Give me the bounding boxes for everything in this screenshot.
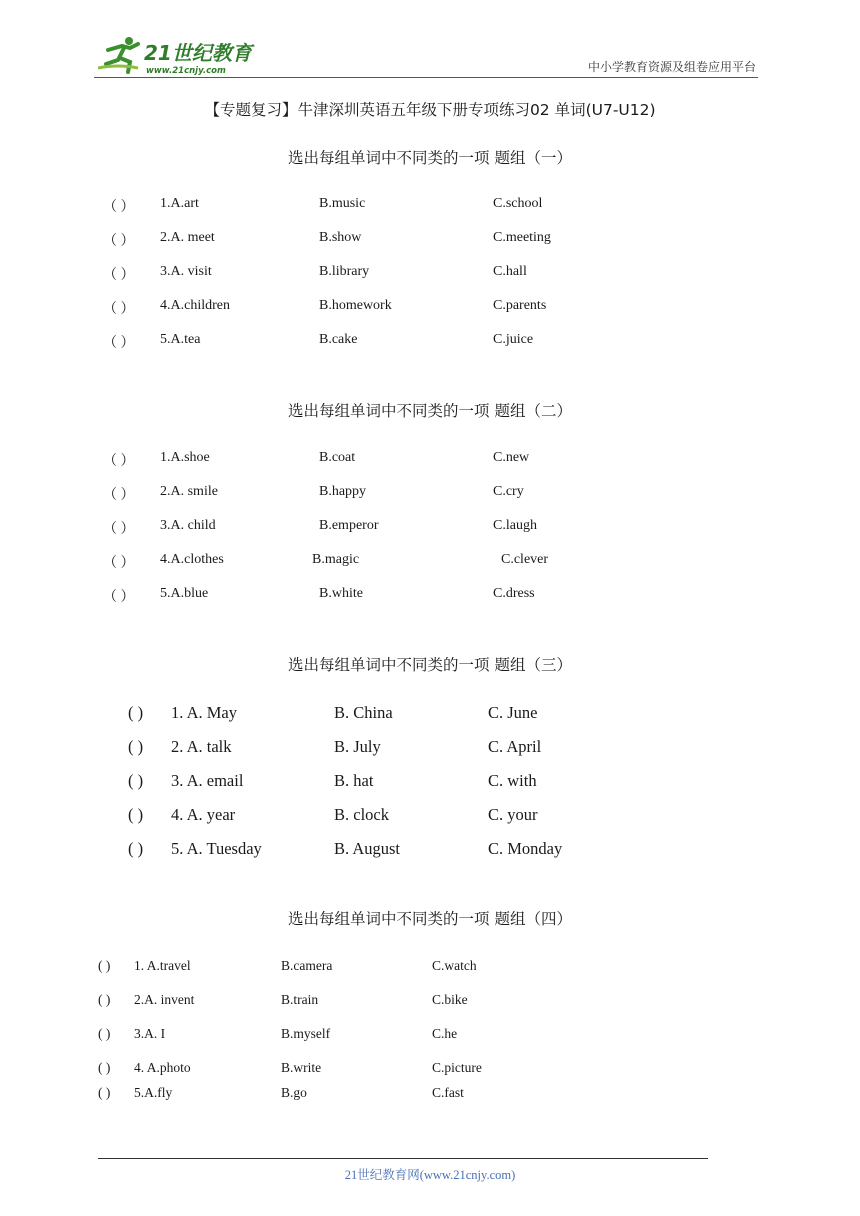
option-a: 4. A.photo bbox=[134, 1060, 191, 1075]
answer-blank[interactable]: （ ） bbox=[103, 522, 135, 537]
option-c: C.hall bbox=[493, 264, 527, 279]
option-c: C.meeting bbox=[493, 230, 551, 245]
option-a: 4. A. year bbox=[171, 805, 236, 824]
option-c: C.laugh bbox=[493, 518, 537, 533]
header-divider bbox=[94, 77, 758, 78]
option-c: C.fast bbox=[432, 1085, 464, 1100]
option-b: B.happy bbox=[319, 484, 367, 499]
option-a: 2.A. smile bbox=[160, 484, 218, 499]
answer-blank[interactable]: ( ) bbox=[128, 805, 144, 824]
answer-blank[interactable]: （ ） bbox=[103, 590, 135, 605]
answer-blank[interactable]: ( ) bbox=[98, 992, 111, 1007]
option-a: 5.A.fly bbox=[134, 1085, 173, 1100]
option-c: C.juice bbox=[493, 332, 534, 347]
answer-blank[interactable]: （ ） bbox=[103, 488, 135, 503]
logo-text: 21世纪教育 bbox=[144, 41, 252, 65]
option-b: B.train bbox=[281, 992, 319, 1007]
footer-text: 21世纪教育网(www.21cnjy.com) bbox=[344, 1168, 516, 1182]
option-a: 3.A. I bbox=[134, 1026, 166, 1041]
option-c: C. Monday bbox=[488, 839, 563, 858]
logo bbox=[94, 34, 264, 78]
answer-blank[interactable]: （ ） bbox=[103, 234, 135, 249]
runner-icon bbox=[98, 37, 138, 72]
section-heading: 选出每组单词中不同类的一项 题组（三） bbox=[288, 656, 572, 674]
option-b: B.music bbox=[319, 196, 366, 211]
option-b: B.emperor bbox=[319, 518, 379, 533]
option-a: 2. A. talk bbox=[171, 737, 232, 756]
footer-divider bbox=[98, 1158, 708, 1159]
option-b: B.cake bbox=[319, 332, 358, 347]
option-b: B.magic bbox=[312, 552, 360, 567]
option-a: 3.A. visit bbox=[160, 264, 212, 279]
answer-blank[interactable]: ( ) bbox=[128, 737, 144, 756]
option-c: C. June bbox=[488, 703, 538, 722]
option-c: C.parents bbox=[493, 298, 547, 313]
option-a: 3.A. child bbox=[160, 518, 216, 533]
option-b: B. July bbox=[334, 737, 381, 756]
answer-blank[interactable]: ( ) bbox=[98, 1085, 111, 1100]
option-c: C.clever bbox=[501, 552, 549, 567]
option-a: 2.A. invent bbox=[134, 992, 195, 1007]
section-heading: 选出每组单词中不同类的一项 题组（四） bbox=[288, 910, 572, 928]
option-c: C. April bbox=[488, 737, 542, 756]
option-c: C.dress bbox=[493, 586, 535, 601]
option-a: 5.A.blue bbox=[160, 586, 209, 601]
answer-blank[interactable]: ( ) bbox=[128, 703, 144, 722]
section-heading: 选出每组单词中不同类的一项 题组（二） bbox=[288, 402, 572, 420]
option-b: B.homework bbox=[319, 298, 392, 313]
header-platform-text: 中小学教育资源及组卷应用平台 bbox=[587, 60, 756, 74]
option-c: C. with bbox=[488, 771, 537, 790]
section-heading: 选出每组单词中不同类的一项 题组（一） bbox=[288, 149, 572, 167]
answer-blank[interactable]: ( ) bbox=[128, 771, 144, 790]
option-b: B.library bbox=[319, 264, 370, 279]
option-c: C.he bbox=[432, 1026, 458, 1041]
answer-blank[interactable]: （ ） bbox=[103, 454, 135, 469]
document-title: 【专题复习】牛津深圳英语五年级下册专项练习02 单词(U7-U12) bbox=[204, 101, 656, 119]
option-b: B.write bbox=[281, 1060, 322, 1075]
option-b: B. clock bbox=[334, 805, 389, 824]
page-header bbox=[94, 30, 758, 78]
answer-blank[interactable]: ( ) bbox=[98, 1026, 111, 1041]
option-a: 1. A. May bbox=[171, 703, 237, 722]
option-c: C.school bbox=[493, 196, 543, 211]
option-b: B.camera bbox=[281, 958, 333, 973]
option-c: C.bike bbox=[432, 992, 468, 1007]
answer-blank[interactable]: （ ） bbox=[103, 268, 135, 283]
option-a: 5.A.tea bbox=[160, 332, 201, 347]
option-b: B. August bbox=[334, 839, 401, 858]
answer-blank[interactable]: （ ） bbox=[103, 302, 135, 317]
option-c: C.new bbox=[493, 450, 530, 465]
logo-url: www.21cnjy.com bbox=[146, 66, 226, 76]
answer-blank[interactable]: ( ) bbox=[128, 839, 144, 858]
option-a: 4.A.children bbox=[160, 298, 230, 313]
option-a: 4.A.clothes bbox=[160, 552, 224, 567]
answer-blank[interactable]: （ ） bbox=[103, 556, 135, 571]
option-b: B. hat bbox=[334, 771, 374, 790]
option-b: B.coat bbox=[319, 450, 356, 465]
option-a: 1.A.art bbox=[160, 196, 199, 211]
answer-blank[interactable]: ( ) bbox=[98, 1060, 111, 1075]
answer-blank[interactable]: （ ） bbox=[103, 336, 135, 351]
option-b: B.show bbox=[319, 230, 362, 245]
option-b: B.white bbox=[319, 586, 363, 601]
option-a: 1.A.shoe bbox=[160, 450, 210, 465]
option-b: B.go bbox=[281, 1085, 307, 1100]
option-c: C.picture bbox=[432, 1060, 482, 1075]
option-a: 3. A. email bbox=[171, 771, 244, 790]
answer-blank[interactable]: （ ） bbox=[103, 200, 135, 215]
option-a: 2.A. meet bbox=[160, 230, 215, 245]
option-c: C. your bbox=[488, 805, 538, 824]
answer-blank[interactable]: ( ) bbox=[98, 958, 111, 973]
option-c: C.watch bbox=[432, 958, 477, 973]
option-b: B.myself bbox=[281, 1026, 331, 1041]
option-c: C.cry bbox=[493, 484, 524, 499]
option-a: 5. A. Tuesday bbox=[171, 839, 262, 858]
option-a: 1. A.travel bbox=[134, 958, 191, 973]
option-b: B. China bbox=[334, 703, 393, 722]
